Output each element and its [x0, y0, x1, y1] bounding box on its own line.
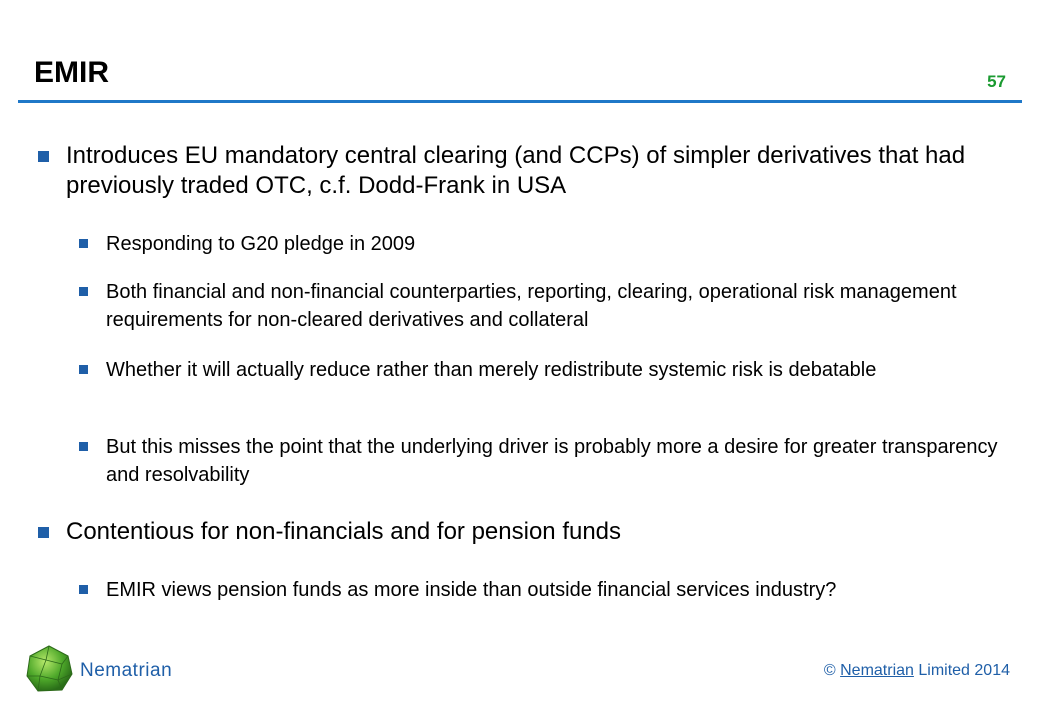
bullet-level1-item [66, 517, 996, 547]
square-bullet-icon [79, 287, 88, 296]
bullet-level2-item [106, 576, 1006, 604]
bullet-text: But this misses the point that the underlying driver is probably more a desire for greater transparency and resolvability [106, 436, 998, 486]
bullet-text: EMIR views pension funds as more inside than outside financial services industry? [106, 579, 837, 601]
brand-name: Nematrian [80, 660, 173, 681]
title-divider [18, 100, 1022, 103]
copyright-text: Limited 2014 [918, 662, 1010, 679]
bullet-level2-item [106, 278, 1006, 334]
square-bullet-icon [38, 151, 49, 162]
bullet-text: Contentious for non-financials and for pension funds [66, 518, 622, 545]
square-bullet-icon [79, 239, 88, 248]
square-bullet-icon [38, 527, 49, 538]
bullet-text: Responding to G20 pledge in 2009 [106, 233, 416, 255]
square-bullet-icon [79, 442, 88, 451]
page-number: 57 [987, 72, 1006, 91]
bullet-level2-item [106, 356, 1006, 384]
bullet-level2-item [106, 433, 1006, 489]
copyright [824, 662, 1010, 680]
bullet-text: Introduces EU mandatory central clearing (and CCPs) of simpler derivatives that had previously traded OTC, c.f. Dodd-Frank in USA [66, 142, 966, 199]
nematrian-link[interactable]: Nematrian [840, 662, 914, 679]
bullet-text: Both financial and non-financial counterparties, reporting, clearing, operational risk management requirements for non-cleared derivatives and collateral [106, 281, 957, 331]
square-bullet-icon [79, 365, 88, 374]
green-polyhedron-icon [24, 644, 74, 694]
bullet-text: Whether it will actually reduce rather than merely redistribute systemic risk is debatable [106, 359, 877, 381]
bullet-level2-item [106, 230, 1006, 258]
square-bullet-icon [79, 585, 88, 594]
copyright-symbol: © [823, 662, 836, 679]
bullet-level1-item [66, 141, 996, 201]
slide-title: EMIR [34, 56, 109, 89]
